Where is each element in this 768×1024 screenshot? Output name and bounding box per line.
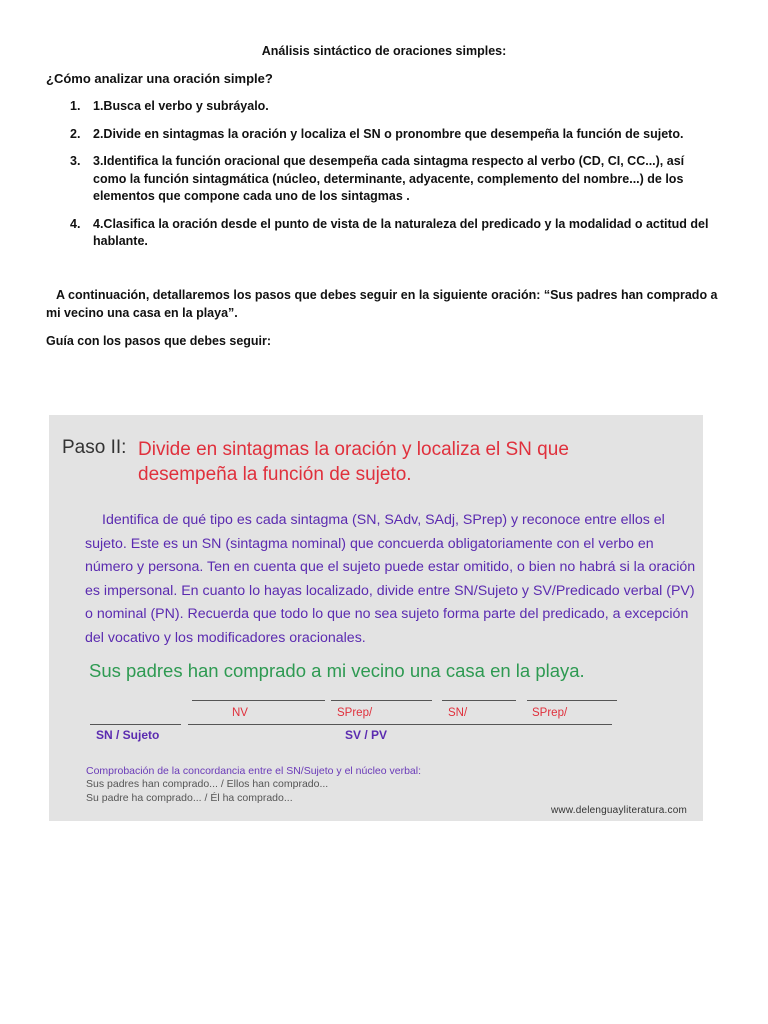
question-heading: ¿Cómo analizar una oración simple? (46, 71, 273, 86)
label-nv: NV (232, 707, 248, 719)
step-illustration-card (49, 415, 703, 821)
step-number: 1. (70, 99, 81, 113)
underline (192, 700, 325, 701)
list-item (46, 126, 718, 144)
label-sn-sujeto: SN / Sujeto (96, 728, 160, 742)
underline (331, 700, 432, 701)
card-heading: Divide en sintagmas la oración y localiza el SN que desempeña la función de sujeto. (138, 439, 569, 485)
check-line: Su padre ha comprado... / Él ha comprado... (86, 792, 293, 804)
label-sv-pv: SV / PV (345, 728, 388, 742)
step-text: 2.Divide en sintagmas la oración y localiza el SN o pronombre que desempeña la función de sujeto. (93, 126, 684, 141)
step-number: 4. (70, 216, 81, 231)
guide-heading: Guía con los pasos que debes seguir: (46, 334, 272, 348)
list-item (46, 153, 718, 206)
steps-list (46, 98, 718, 261)
website-watermark: www.delenguayliteratura.com (551, 805, 688, 816)
underline (527, 700, 617, 701)
step-number: 3. (70, 154, 81, 168)
label-sprep: SPrep/ (532, 707, 568, 719)
underline (90, 724, 181, 725)
step-number: 2. (70, 126, 81, 141)
check-line: Sus padres han comprado... / Ellos han comprado... (86, 778, 329, 790)
example-sentence: Sus padres han comprado a mi vecino una casa en la playa. (89, 660, 585, 681)
card-body: Identifica de qué tipo es cada sintagma (SN, SAdv, SAdj, SPrep) y reconoce entre ellos el sujeto. Este es un SN (sintagma nominal) que concuerda obligatoriamente con el verbo en número y persona. Ten en cuenta que el sujeto puede estar omitido, o bien no habrá si la oración es impersonal. En cuanto lo hayas localizado, divide entre SN/Sujeto y SV/Predicado verbal (PV) o nominal (PN). Recuerda que todo lo que no sea sujeto forma parte del predicado, a excepción del vocativo y los modificadores oracionales. (85, 512, 696, 646)
document-title: Análisis sintáctico de oraciones simples: (261, 44, 507, 58)
check-title: Comprobación de la concordancia entre el SN/Sujeto y el núcleo verbal: (86, 765, 422, 777)
step-text: 4.Clasifica la oración desde el punto de vista de la naturaleza del predicado y la modalidad o actitud del hablante. (93, 216, 709, 248)
list-item (46, 216, 718, 251)
underline (442, 700, 516, 701)
label-sn: SN/ (448, 707, 468, 719)
step-text: 3.Identifica la función oracional que desempeña cada sintagma respecto al verbo (CD, CI, CC...), así como la función sintagmática (núcleo, determinante, adyacente, complemento del nombre...) de los elementos que compone cada uno de los sintagmas . (93, 154, 685, 203)
intro-paragraph: A continuación, detallaremos los pasos que debes seguir en la siguiente oración: “Sus padres han comprado a mi vecino una casa en la playa”. (46, 288, 718, 320)
underline (188, 724, 612, 725)
step-text: 1.Busca el verbo y subráyalo. (93, 99, 269, 113)
label-sprep: SPrep/ (337, 707, 373, 719)
list-item (46, 98, 718, 116)
paso-label: Paso II: (62, 437, 127, 458)
